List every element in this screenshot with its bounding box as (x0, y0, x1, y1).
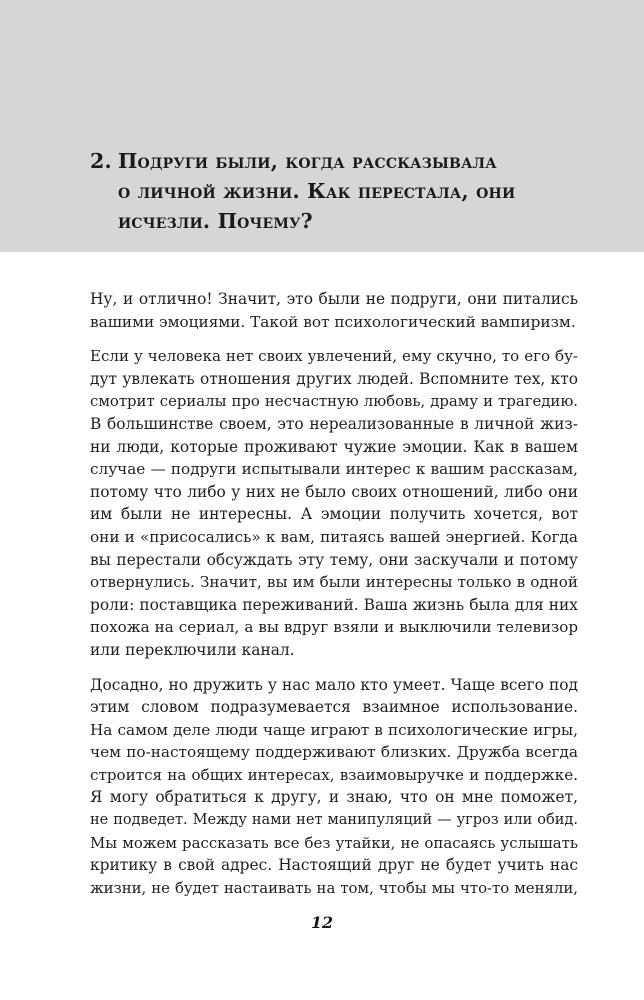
text-line: жизни, не будет настаивать на том, чтобы мы что-то меняли, (90, 878, 578, 897)
text-line: они и «присосались» к вам, питаясь вашей энергией. Когда (90, 527, 578, 546)
text-line: не подведет. Между нами нет манипуляций — угроз или обид. (90, 812, 578, 829)
text-line: похожа на сериал, а вы вдруг взяли и выключили телевизор (90, 618, 578, 637)
body-text (90, 288, 578, 911)
text-line: роли: поставщика переживаний. Ваша жизнь была для них (90, 595, 578, 614)
chapter-title-line-1 (90, 146, 560, 176)
text-line: потому что либо у них не было своих отношений, либо они (90, 482, 578, 501)
chapter-number: 2. (90, 149, 112, 173)
chapter-title-line-3: исчезли. Почему? (118, 209, 313, 233)
paragraph-3 (90, 674, 578, 900)
text-line: ни люди, которые проживают чужие эмоции. Как в вашем (90, 437, 578, 456)
text-line: случае — подруги испытывали интерес к вашим рассказам, (90, 460, 578, 479)
text-line: смотрит сериалы про несчастную любовь, драму и трагедию. (90, 392, 578, 411)
text-line: отвернулись. Значит, вы им были интересны только в одной (90, 573, 578, 592)
chapter-title-text-1: Подруги были, когда рассказывала (118, 149, 497, 173)
text-line: чем по-настоящему поддерживают близких. Дружба всегда (90, 743, 578, 762)
chapter-header-band (0, 0, 644, 252)
text-line: Досадно, но дружить у нас мало кто умеет. Чаще всего под (90, 675, 578, 694)
text-line: вы перестали обсуждать эту тему, они заскучали и потому (90, 550, 578, 569)
text-line: Я могу обратиться к другу, и знаю, что он мне поможет, (90, 788, 578, 807)
text-line: этим словом подразумевается взаимное использование. (90, 698, 578, 717)
text-line: строится на общих интересах, взаимовыручке и поддержке. (90, 765, 578, 784)
chapter-title-line-2: о личной жизни. Как перестала, они (118, 179, 516, 203)
text-line: На самом деле люди чаще играют в психологические игры, (90, 720, 578, 739)
text-line: или переключили канал. (90, 640, 295, 659)
text-line: Если у человека нет своих увлечений, ему скучно, то его бу- (90, 347, 578, 366)
text-line: вашими эмоциями. Такой вот психологический вампиризм. (90, 312, 576, 331)
text-line: В большинстве своем, это нереализованные в личной жиз- (90, 414, 578, 433)
text-line: дут увлекать отношения других людей. Вспомните тех, кто (90, 369, 578, 388)
text-line: им были не интересны. А эмоции получить хочется, вот (90, 505, 578, 524)
text-line: Ну, и отлично! Значит, это были не подруги, они питались (90, 290, 578, 308)
paragraph-2 (90, 345, 578, 661)
chapter-title (90, 146, 560, 236)
page-number: 12 (310, 913, 334, 932)
text-line: Мы можем рассказать все без утайки, не опасаясь услышать (90, 833, 578, 852)
paragraph-1 (90, 288, 578, 333)
text-line: критику в свой адрес. Настоящий друг не будет учить нас (90, 856, 578, 875)
